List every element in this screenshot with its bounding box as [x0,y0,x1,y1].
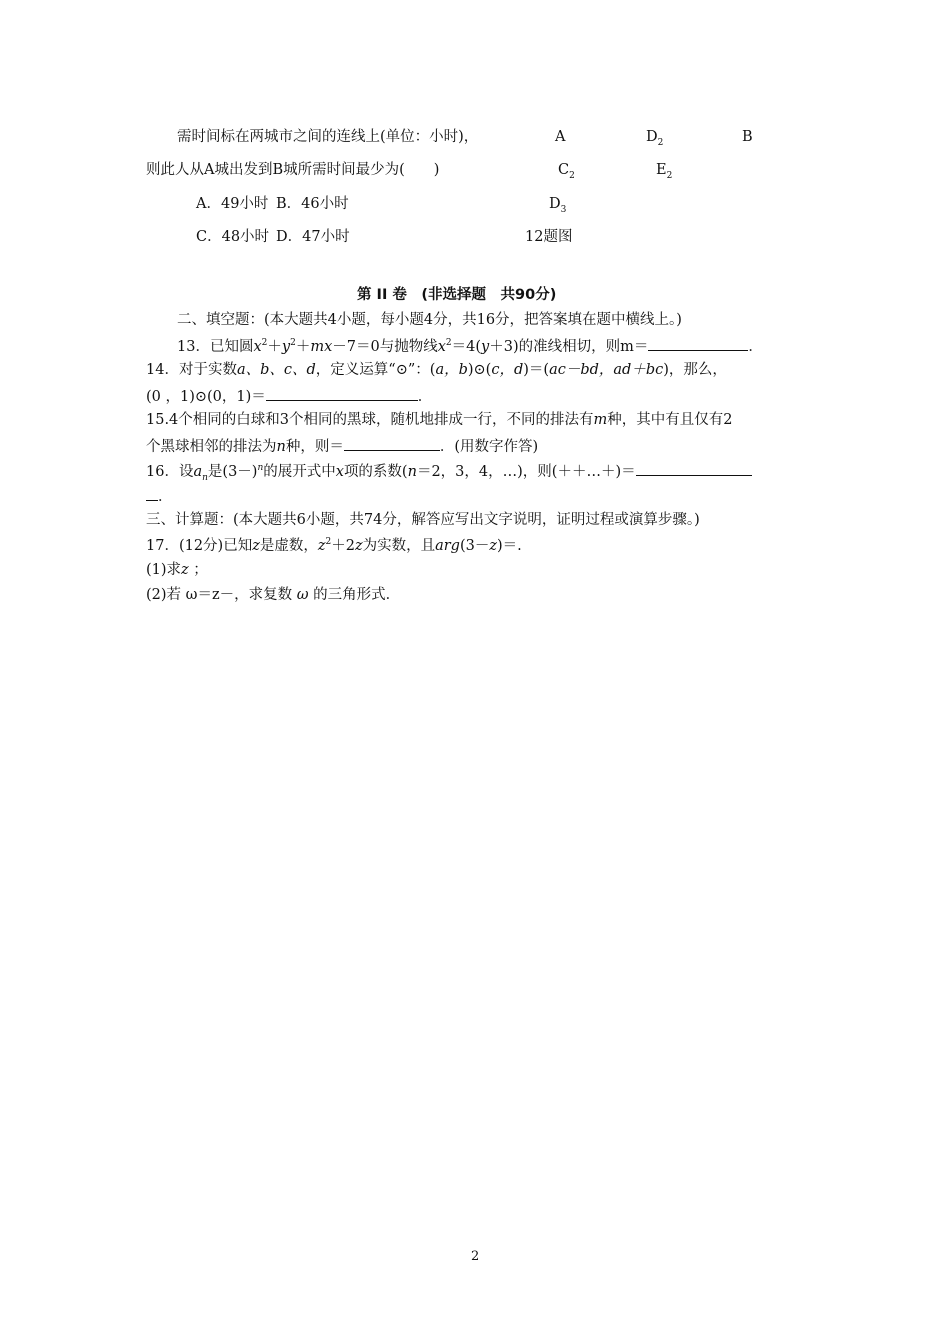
question-17-part-1: (1)求z ； [146,562,208,578]
answer-blank-14 [266,388,418,401]
figure-caption: 12题图 [525,229,573,245]
q12-line-2: 则此人从A城出发到B城所需时间最少为( ) [146,162,440,178]
calculation-header: 三、计算题：(本大题共6小题，共74分，解答应写出文字说明，证明过程或演算步骤。) [146,512,700,528]
q12-line-1: 需时间标在两城市之间的连线上(单位：小时)， [177,129,479,145]
question-15-line-2: 个黑球相邻的排法为n种，则＝ ．(用数字作答) [146,439,539,455]
q12-option-a: A．49小时 [196,196,269,212]
answer-blank-13 [648,338,748,351]
q12-option-c: C．48小时 [196,229,270,245]
q12-option-b: B．46小时 [276,196,349,212]
section-2-title: 第 II 卷 (非选择题 共90分) [357,287,557,303]
question-14-line-1: 14．对于实数a、b、c、d，定义运算“⊙”：(a，b)⊙(c，d)＝(ac－bd，ad＋bc)，那么， [146,362,727,378]
figure-label-c2: $C_2$ [558,162,575,181]
figure-label-a: A [555,129,566,145]
question-13: 13．已知圆$x^2+y^2+mx-7=0$与抛物线$x^2=4(y+3)$的准线相切，则m＝ ． [177,338,763,355]
figure-label-d2: $D_2$ [646,129,664,148]
question-17: 17．(12分)已知z是虚数，$z^2+2z$为实数，且arg(3－z)＝. [146,537,522,554]
answer-blank-16 [636,463,752,476]
question-14-line-2: (0 ，1)⊙(0，1)＝ ． [146,389,433,405]
question-16-line-1: 16．设$a_n$是$(3-)^n$的展开式中x项的系数(n＝2，3，4，…)，则(＋＋…＋)＝ [146,463,752,483]
fill-in-header: 二、填空题：(本大题共4小题，每小题4分，共16分，把答案填在题中横线上。) [177,312,682,328]
figure-label-b: B [742,129,753,145]
question-15-line-1: 15.4个相同的白球和3个相同的黑球，随机地排成一行，不同的排法有m种，其中有且仅有2 [146,412,733,428]
figure-label-d3: $D_3$ [549,196,567,215]
answer-blank-15 [344,438,440,451]
question-16-line-2: ． [146,488,173,505]
question-17-part-2: (2)若 ω＝z－，求复数 ω 的三角形式． [146,587,401,603]
q12-option-d: D．47小时 [276,229,350,245]
figure-label-e2: $E_2$ [656,162,673,181]
page-number: 2 [471,1249,480,1264]
answer-blank-16-cont [146,488,158,501]
